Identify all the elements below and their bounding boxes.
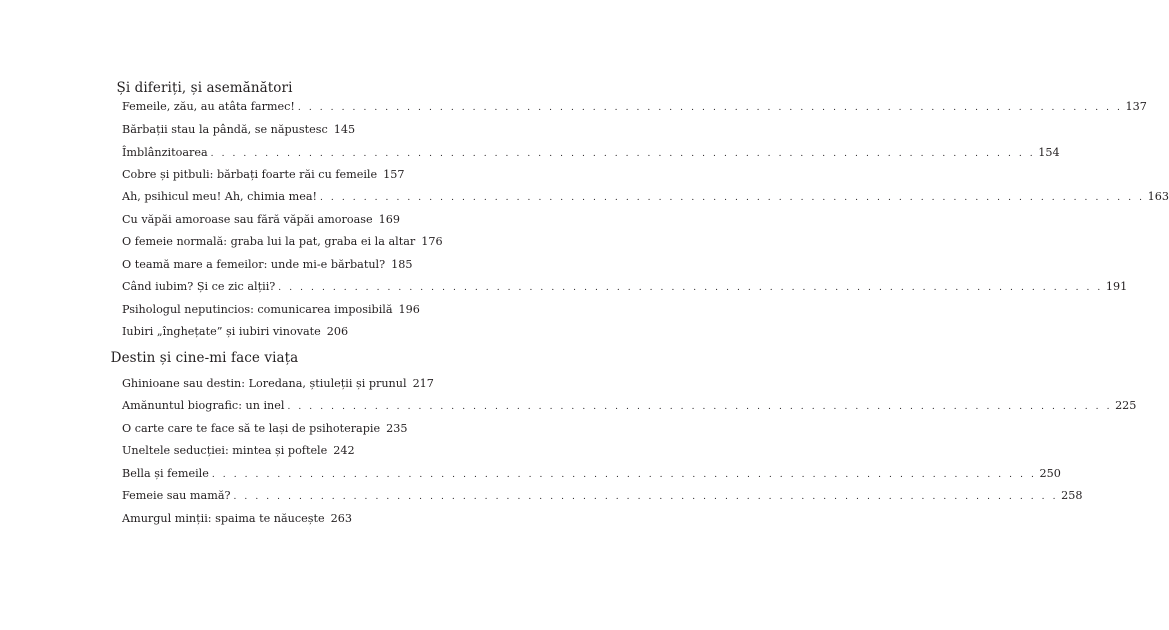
toc-entry — [122, 189, 1169, 205]
toc-entry-page: 242 — [333, 444, 355, 457]
dot-leader — [212, 467, 1037, 483]
toc-entry-title: O carte care te face să te lași de psihoterapie — [122, 422, 381, 435]
toc-entry-page: 206 — [326, 325, 349, 338]
toc-entry — [122, 376, 434, 392]
toc-entry-title: Amurgul minții: spaima te năucește — [122, 512, 325, 525]
toc-entry-page: 157 — [383, 168, 405, 181]
toc-entry — [122, 167, 405, 183]
toc-entry-page: 145 — [333, 123, 356, 136]
toc-entry — [122, 324, 347, 340]
toc-entry-title: Iubiri „înghețate” și iubiri vinovate — [122, 325, 321, 338]
toc-entry — [122, 421, 408, 437]
dot-leader — [211, 146, 1036, 162]
section-heading: Destin și cine-mi face viața — [110, 350, 299, 366]
toc-entry — [122, 488, 1083, 504]
dot-leader — [287, 399, 1112, 415]
toc-entry — [122, 279, 1128, 295]
toc-entry-page: 235 — [386, 422, 408, 435]
toc-entry-title: Bărbații stau la pândă, se năpustesc — [122, 123, 328, 136]
toc-entry-page: 217 — [412, 377, 434, 390]
toc-entry-title: Când iubim? Și ce zic alții? — [122, 280, 276, 293]
toc-entry-title: Uneltele seducției: mintea și poftele — [122, 444, 328, 457]
toc-entry-page: 176 — [421, 235, 443, 248]
toc-entry-page: 163 — [1147, 190, 1169, 203]
toc-entry — [122, 257, 413, 273]
toc-entry — [122, 234, 443, 250]
toc-entry-page: 263 — [330, 512, 352, 525]
toc-entry-title: Îmblânzitoarea — [122, 146, 208, 159]
toc-entry — [122, 511, 352, 527]
dot-leader — [233, 489, 1058, 505]
toc-entry-title: O teamă mare a femeilor: unde mi-e bărbatul? — [122, 258, 386, 271]
dot-leader — [298, 100, 1123, 116]
toc-entry — [122, 212, 400, 228]
toc-entry — [122, 302, 420, 318]
toc-entry-title: Bella și femeile — [122, 467, 209, 480]
toc-entry-page: 185 — [391, 258, 413, 271]
toc-entry-page: 137 — [1125, 100, 1147, 113]
toc-entry-title: Femeile, zău, au atâta farmec! — [122, 100, 295, 113]
toc-entry — [122, 466, 1061, 482]
toc-entry-title: Ah, psihicul meu! Ah, chimia mea! — [122, 190, 318, 203]
section-heading: Și diferiți, și asemănători — [116, 80, 293, 96]
toc-entry-page: 196 — [398, 303, 420, 316]
toc-entry-title: Femeie sau mamă? — [122, 489, 231, 502]
toc-entry-page: 225 — [1115, 399, 1137, 412]
toc-entry-page: 169 — [378, 213, 400, 226]
toc-entry — [122, 145, 1060, 161]
toc-entry-title: Cobre și pitbuli: bărbați foarte răi cu femeile — [122, 168, 378, 181]
toc-entry-title: Cu văpăi amoroase sau fără văpăi amoroase — [122, 213, 373, 226]
toc-entry-title: Ghinioane sau destin: Loredana, știuleții și prunul — [122, 377, 407, 390]
toc-entry-title: Psihologul neputincios: comunicarea imposibilă — [122, 303, 393, 316]
toc-entry-page: 258 — [1061, 489, 1083, 502]
toc-entry-page: 154 — [1038, 146, 1060, 159]
toc-entry-title: Amănuntul biografic: un inel — [122, 399, 285, 412]
toc-entry-title: O femeie normală: graba lui la pat, graba ei la altar — [122, 235, 416, 248]
toc-entry-page: 250 — [1039, 467, 1061, 480]
toc-entry — [122, 443, 355, 459]
toc-entry — [122, 99, 1147, 115]
toc-entry — [122, 122, 356, 138]
toc-entry — [122, 398, 1137, 414]
toc-entry-page: 191 — [1105, 280, 1128, 293]
dot-leader — [320, 190, 1145, 206]
dot-leader — [278, 280, 1103, 296]
